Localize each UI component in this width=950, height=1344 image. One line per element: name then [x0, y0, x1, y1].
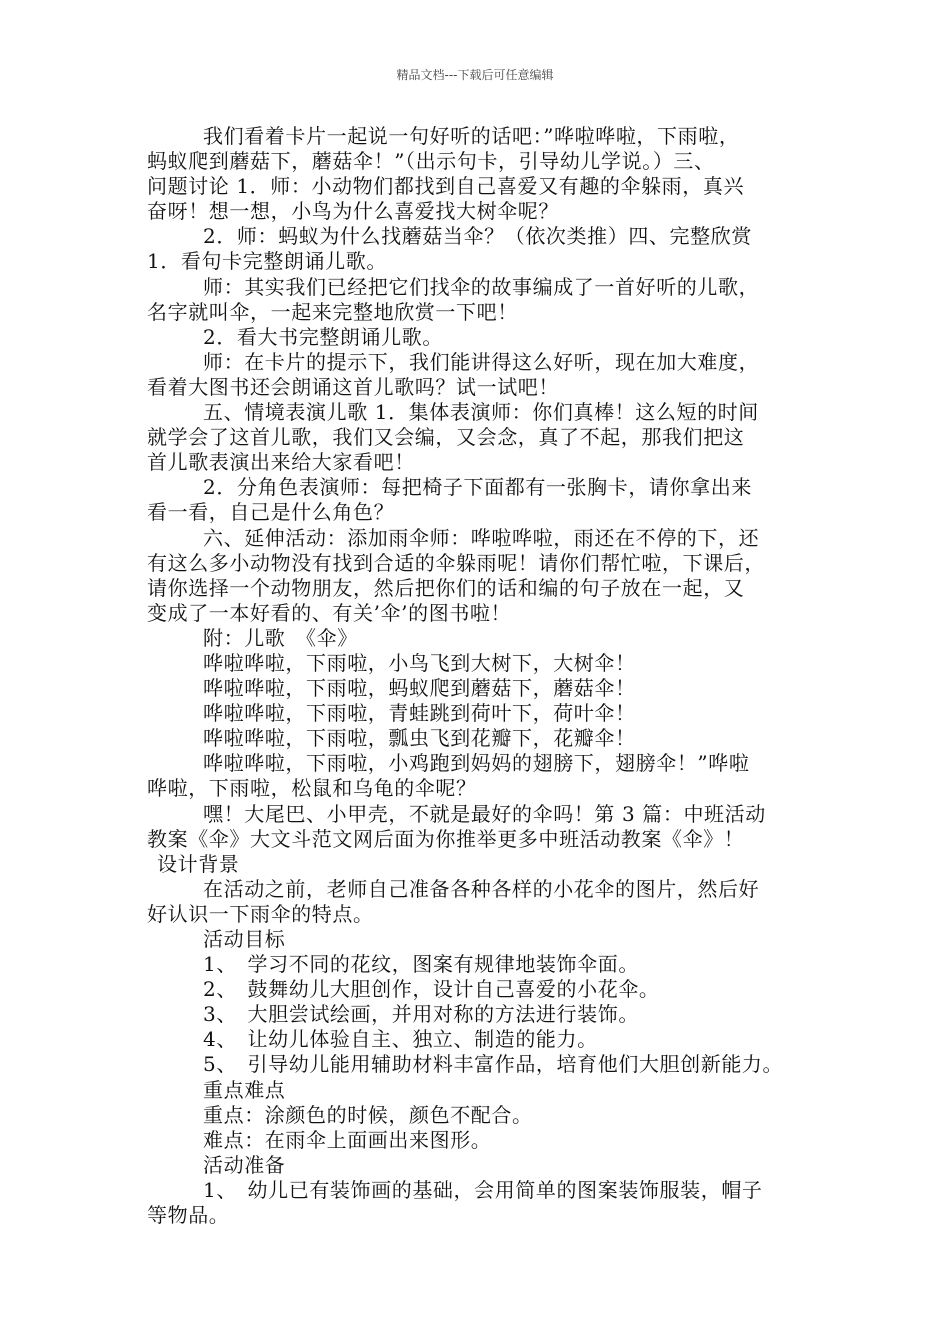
- paragraph-line: 2．看大书完整朗诵儿歌。: [203, 324, 443, 349]
- paragraph-line: 师：在卡片的提示下，我们能讲得这么好听，现在加大难度，: [203, 349, 760, 374]
- poem-line: 哗啦哗啦，下雨啦，小鸟飞到大树下，大树伞！: [203, 650, 636, 675]
- poem-line: 哗啦哗啦，下雨啦，小鸡跑到妈妈的翅膀下，翅膀伞！”哗啦: [203, 751, 750, 776]
- paragraph-line: 好认识一下雨伞的特点。: [147, 901, 374, 926]
- section-heading: 重点难点: [203, 1077, 286, 1102]
- paragraph-line: 变成了一本好看的、有关’伞’的图书啦！: [147, 600, 512, 625]
- paragraph-line: 有这么多小动物没有找到合适的伞躲雨呢！请你们帮忙啦，下课后，: [147, 550, 765, 575]
- list-item: 4、 让幼儿体验自主、独立、制造的能力。: [203, 1027, 598, 1052]
- list-item: 1、 幼儿已有装饰画的基础，会用简单的图案装饰服装，帽子: [203, 1177, 763, 1202]
- section-heading: 活动目标: [203, 927, 286, 951]
- poem-title: 附：儿歌 《伞》: [203, 625, 358, 650]
- paragraph-line: 请你选择一个动物朋友，然后把你们的话和编的句子放在一起，又: [147, 575, 745, 600]
- paragraph-line: 重点：涂颜色的时候，颜色不配合。: [203, 1102, 533, 1127]
- paragraph-line: 1．看句卡完整朗诵儿歌。: [147, 249, 387, 274]
- paragraph-line: 首儿歌表演出来给大家看吧！: [147, 450, 415, 475]
- paragraph-line: 嘿！大尾巴、小甲壳，不就是最好的伞吗！第 3 篇：中班活动: [203, 801, 766, 826]
- paragraph-line: 教案《伞》大文斗范文网后面为你推举更多中班活动教案《伞》！: [147, 826, 745, 851]
- section-heading: 设计背景: [157, 851, 240, 876]
- paragraph-line: 等物品。: [147, 1203, 230, 1228]
- paragraph-line: 奋呀！想一想，小鸟为什么喜爱找大树伞呢？: [147, 199, 559, 224]
- poem-line: 哗啦哗啦，下雨啦，青蛙跳到荷叶下，荷叶伞！: [203, 701, 636, 726]
- paragraph-line: 我们看着卡片一起说一句好听的话吧：”哗啦哗啦，下雨啦，: [203, 124, 740, 148]
- poem-line: 哗啦哗啦，下雨啦，瓢虫飞到花瓣下，花瓣伞！: [203, 726, 636, 751]
- poem-line: 哗啦哗啦，下雨啦，蚂蚁爬到蘑菇下，蘑菇伞！: [203, 676, 636, 701]
- section-heading: 活动准备: [203, 1152, 286, 1177]
- list-item: 2、 鼓舞幼儿大胆创作，设计自己喜爱的小花伞。: [203, 977, 660, 1002]
- paragraph-line: 问题讨论 1．师：小动物们都找到自己喜爱又有趣的伞躲雨，真兴: [147, 174, 745, 199]
- paragraph-line: 2．师：蚂蚁为什么找蘑菇当伞？（依次类推）四、完整欣赏: [203, 224, 752, 249]
- paragraph-line: 蚂蚁爬到蘑菇下，蘑菇伞！”（出示句卡，引导幼儿学说。）三、: [147, 149, 715, 174]
- paragraph-line: 难点：在雨伞上面画出来图形。: [203, 1127, 492, 1152]
- paragraph-line: 师：其实我们已经把它们找伞的故事编成了一首好听的儿歌，: [203, 274, 760, 299]
- document-body: [147, 124, 817, 1228]
- list-item: 1、 学习不同的花纹，图案有规律地装饰伞面。: [203, 952, 639, 977]
- list-item: 3、 大胆尝试绘画，并用对称的方法进行装饰。: [203, 1002, 639, 1027]
- poem-line: 哗啦，下雨啦，松鼠和乌龟的伞呢？: [147, 776, 477, 801]
- paragraph-line: 名字就叫伞，一起来完整地欣赏一下吧！: [147, 299, 518, 324]
- paragraph-line: 五、情境表演儿歌 1．集体表演师：你们真棒！这么短的时间: [203, 400, 759, 425]
- paragraph-line: 2．分角色表演师：每把椅子下面都有一张胸卡，请你拿出来: [203, 475, 752, 500]
- paragraph-line: 看一看，自己是什么角色？: [147, 500, 395, 525]
- page-header: 精品文档---下载后可任意编辑: [396, 68, 554, 82]
- paragraph-line: 就学会了这首儿歌，我们又会编，又会念，真了不起，那我们把这: [147, 425, 745, 450]
- list-item: 5、 引导幼儿能用辅助材料丰富作品，培育他们大胆创新能力。: [203, 1052, 784, 1077]
- paragraph-line: 六、延伸活动：添加雨伞师：哗啦哗啦，雨还在不停的下，还: [203, 525, 760, 550]
- paragraph-line: 在活动之前，老师自己准备各种各样的小花伞的图片，然后好: [203, 876, 760, 901]
- paragraph-line: 看着大图书还会朗诵这首儿歌吗？试一试吧！: [147, 374, 559, 399]
